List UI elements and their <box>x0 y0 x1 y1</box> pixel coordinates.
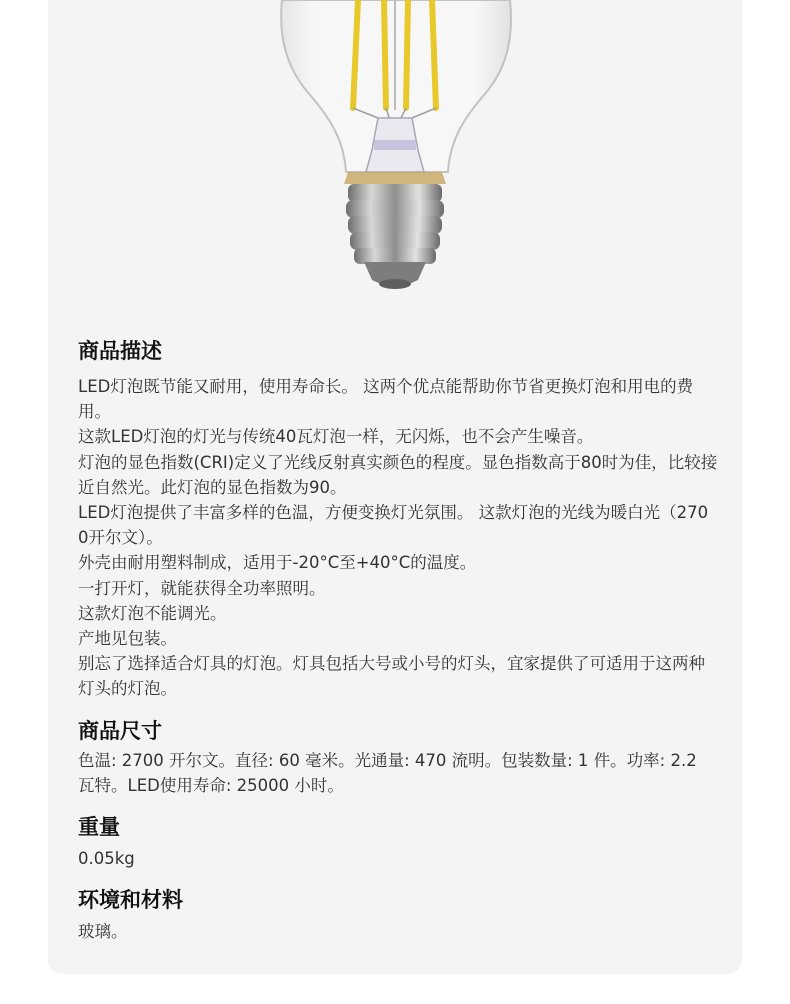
materials-section <box>78 885 718 944</box>
product-details <box>78 336 718 958</box>
description-paragraph: 外壳由耐用塑料制成，适用于-20°C至+40°C的温度。 <box>78 553 477 573</box>
description-paragraph: 这款LED灯泡的灯光与传统40瓦灯泡一样，无闪烁，也不会产生噪音。 <box>78 427 594 447</box>
product-info-card <box>48 0 742 974</box>
description-paragraph: LED灯泡既节能又耐用，使用寿命长。 这两个优点能帮助你节省更换灯泡和用电的费用。 <box>78 377 694 422</box>
dimensions-section <box>78 716 718 798</box>
description-paragraph: 别忘了选择适合灯具的灯泡。灯具包括大号或小号的灯头，宜家提供了可适用于这两种灯头的灯泡。 <box>78 654 705 699</box>
materials-title: 环境和材料 <box>78 888 183 913</box>
weight-title: 重量 <box>78 815 120 840</box>
materials-value: 玻璃。 <box>78 922 128 942</box>
led-filament-bulb-image <box>48 0 742 300</box>
description-paragraph: 灯泡的显色指数(CRI)定义了光线反射真实颜色的程度。显色指数高于80时为佳，比较接近自然光。此灯泡的显色指数为90。 <box>78 452 718 497</box>
dimensions-text: 色温: 2700 开尔文。直径: 60 毫米。光通量: 470 流明。包装数量: 1 件。功率: 2.2 瓦特。LED使用寿命: 25000 小时。 <box>78 750 697 795</box>
description-section <box>78 336 718 702</box>
description-paragraph: 一打开灯，就能获得全功率照明。 <box>78 578 326 598</box>
weight-value: 0.05kg <box>78 849 135 869</box>
description-title: 商品描述 <box>78 339 162 363</box>
description-paragraph: LED灯泡提供了丰富多样的色温，方便变换灯光氛围。 这款灯泡的光线为暖白光（2700开尔文）。 <box>78 503 709 548</box>
description-paragraph: 这款灯泡不能调光。 <box>78 603 227 623</box>
description-paragraph: 产地见包装。 <box>78 629 177 649</box>
dimensions-title: 商品尺寸 <box>78 718 162 743</box>
weight-section <box>78 812 718 871</box>
